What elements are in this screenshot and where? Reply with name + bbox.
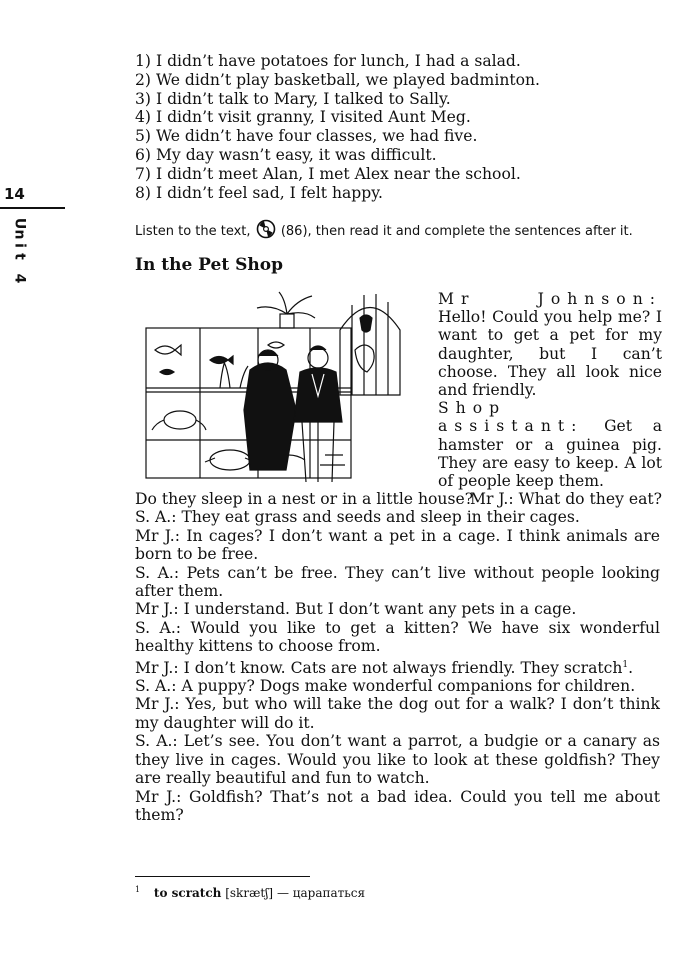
sentence-item: 2) We didn’t play basketball, we played badminton.	[135, 70, 541, 89]
dialogue-continuation: Do they sleep in a nest or in a little house?	[135, 490, 474, 508]
dialogue-line	[135, 656, 660, 677]
line-text: What do they eat?	[513, 490, 662, 509]
speaker-name: S. A.:	[135, 732, 178, 751]
instruction-text-before: Listen to the text,	[135, 224, 251, 239]
dialogue-line	[135, 677, 660, 695]
dialogue-line	[135, 788, 660, 825]
speaker-name: S. A.:	[135, 563, 180, 582]
dialogue-line	[135, 527, 660, 564]
dialogue-line	[135, 619, 660, 656]
dialogue-main	[135, 490, 660, 824]
line-text: Yes, but who will take the dog out for a walk? I don’t think my daughter will do it.	[135, 695, 660, 732]
line-text: I understand. But I don’t want any pets in a cage.	[178, 600, 577, 619]
sentence-item: 1) I didn’t have potatoes for lunch, I had a salad.	[135, 52, 521, 70]
sentence-list	[135, 52, 675, 202]
footnote-dash: —	[276, 886, 289, 900]
footnote	[135, 885, 365, 900]
unit-label-char: U	[11, 217, 28, 230]
speaker-name: S. A.:	[135, 677, 177, 696]
speaker-name: Mr J.:	[135, 526, 181, 545]
footnote-divider	[135, 876, 310, 877]
line-text: Hello! Could you help me? I want to get a pet for my daughter, but I can’t choose. They all look nice and friendly.	[438, 308, 662, 400]
footnote-mark: 1	[135, 885, 141, 894]
line-text: Goldfish? That’s not a bad idea. Could you tell me about them?	[135, 787, 660, 824]
dialogue-line	[438, 399, 662, 490]
pet-shop-illustration	[140, 290, 430, 490]
line-text: A puppy? Dogs make wonderful companions for children.	[176, 677, 636, 696]
instruction-text-after: (86), then read it and complete the sentences after it.	[280, 224, 633, 239]
page-number-rule	[0, 207, 65, 209]
dialogue-line	[438, 290, 662, 399]
speaker-name: Mr J.:	[470, 490, 514, 509]
audio-disc-icon[interactable]	[256, 219, 276, 243]
line-text: They eat grass and seeds and sleep in their cages.	[176, 508, 580, 527]
sentence-item: 8) I didn’t feel sad, I felt happy.	[135, 183, 383, 202]
speaker-name: S. A.:	[135, 618, 182, 637]
unit-label-text	[11, 218, 31, 284]
speaker-name: Mr J.:	[135, 787, 182, 806]
speaker-name: Mr J.:	[135, 695, 180, 714]
unit-label	[11, 218, 31, 284]
unit-label-char: n	[11, 229, 28, 240]
unit-label-char: t	[11, 253, 28, 260]
sentence-item: 6) My day wasn’t easy, it was difficult.	[135, 145, 437, 164]
line-text: Let’s see. You don’t want a parrot, a budgie or a canary as they live in cages. Would you like to look at these goldfish? They are really beautiful and fun to watch.	[135, 732, 660, 788]
line-text: I don’t know. Cats are not always friendly. They scratch	[178, 658, 623, 677]
unit-label-char: 4	[11, 273, 28, 284]
footnote-term: to scratch	[153, 886, 222, 900]
speaker-name: S. A.:	[135, 508, 177, 527]
line-text: Would you like to get a kitten? We have six wonderful healthy kittens to choose from.	[135, 618, 660, 656]
speaker-name: Shop assistant:	[438, 399, 584, 436]
speaker-name: Mr J.:	[135, 658, 179, 677]
sentence-item: 3) I didn’t talk to Mary, I talked to Sally.	[135, 89, 451, 108]
dialogue-line	[135, 564, 660, 601]
sentence-item: 5) We didn’t have four classes, we had five.	[135, 127, 478, 146]
footnote-transcription: [skrætʃ]	[225, 886, 274, 900]
dialogue-line	[135, 695, 660, 732]
line-text-end: .	[628, 658, 634, 677]
speaker-name: Mr Johnson:	[438, 290, 662, 308]
dialogue-beside-picture	[438, 290, 662, 508]
sentence-item: 7) I didn’t meet Alan, I met Alex near the school.	[135, 164, 521, 183]
speaker-name: Mr J.:	[135, 600, 179, 619]
unit-label-char: i	[11, 243, 28, 248]
dialogue-line	[135, 600, 660, 618]
dialogue-line	[135, 732, 660, 787]
line-text: In cages? I don’t want a pet in a cage. I think animals are born to be free.	[135, 526, 660, 564]
line-text: Get a hamster or a guinea pig. They are easy to keep. A lot of people keep them.	[438, 417, 662, 491]
footnote-translation: царапаться	[292, 886, 366, 900]
page-number: 14	[4, 185, 25, 203]
sentence-item: 4) I didn’t visit granny, I visited Aunt Meg.	[135, 108, 471, 127]
section-title: In the Pet Shop	[135, 255, 283, 275]
line-text: Pets can’t be free. They can’t live without people looking after them.	[135, 563, 660, 601]
listening-instruction	[135, 219, 633, 243]
dialogue-line	[135, 508, 660, 526]
footnote-reference[interactable]: 1	[622, 659, 629, 670]
